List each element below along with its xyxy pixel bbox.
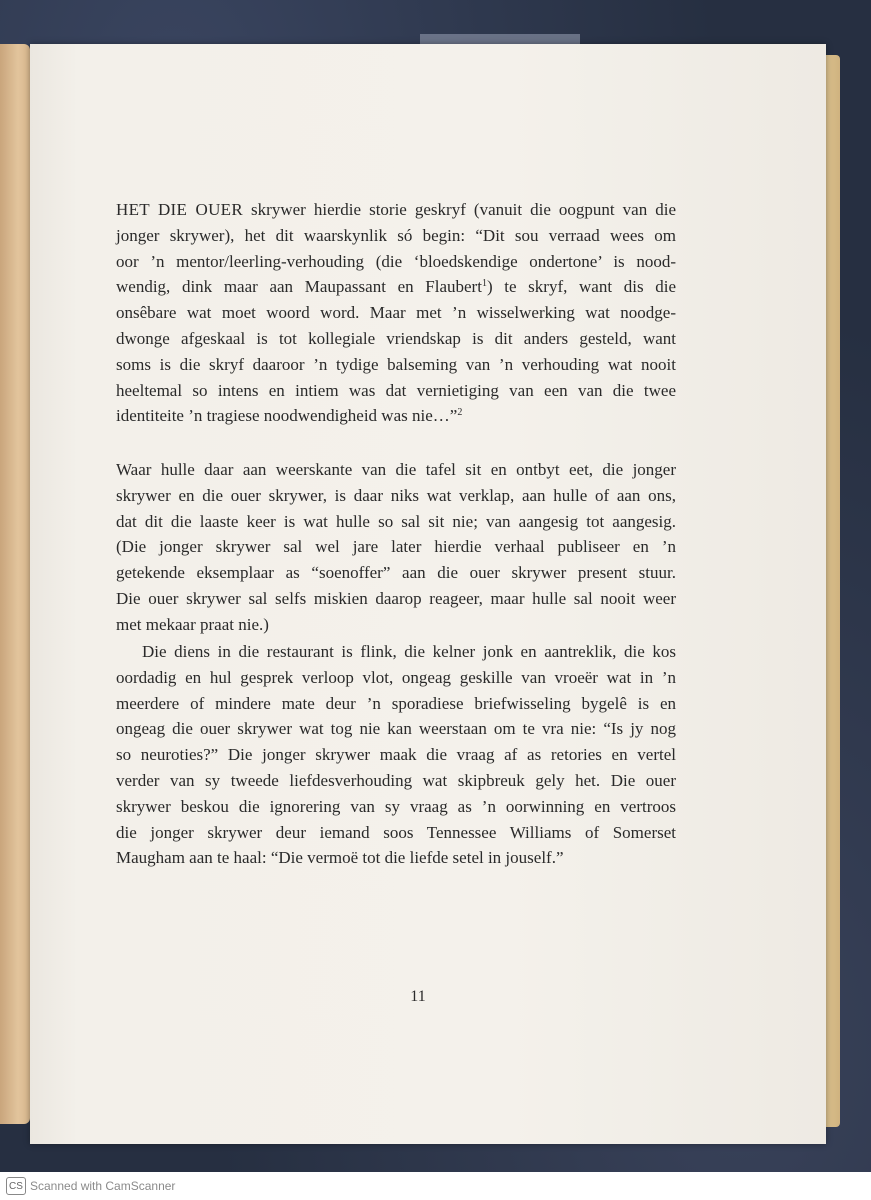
text-line: dat dit die laaste keer is wat hulle so sal sit nie; van aangesig tot aangesig.: [116, 511, 676, 531]
footnote-marker: 1: [481, 278, 487, 290]
text-line: dwonge afgeskaal is tot kollegiale vriendskap is dit anders gesteld, want: [116, 328, 676, 348]
footnote-marker: 2: [457, 407, 463, 419]
text-line: meerdere of mindere mate deur ’n sporadiese briefwisseling bygelê is en: [116, 693, 676, 713]
text-line: identiteite ’n tragiese noodwendigheid was nie…”$^2$: [116, 406, 463, 426]
text-line: ongeag die ouer skrywer wat tog nie kan weerstaan om te vra nie: “Is jy nog: [116, 719, 676, 739]
text-line: skrywer beskou die ignorering van sy vraag as ’n oorwinning en vertroos: [116, 796, 676, 816]
text-line: heeltemal so intens en intiem was dat vernietiging van een van die twee: [116, 380, 676, 400]
text-line: verder van sy tweede liefdesverhouding wat skipbreuk gely het. Die ouer: [116, 770, 676, 790]
lead-in: HET DIE OUER: [116, 200, 244, 219]
text-line: die jonger skrywer deur iemand soos Tennessee Williams of Somerset: [116, 822, 676, 842]
paragraph-3: [116, 639, 676, 871]
text-line: wendig, dink maar aan Maupassant en Flaubert$^1$) te skryf, want dis die: [116, 277, 676, 297]
text-line: jonger skrywer), het dit waarskynlik só begin: “Dit sou verraad wees om: [116, 225, 676, 245]
paragraph-1: [116, 197, 676, 429]
text-line: oordadig en hul gesprek verloop vlot, ongeag geskille van vroeër wat in ’n: [116, 667, 676, 687]
text-line: so neuroties?” Die jonger skrywer maak die vraag af as retories en vertel: [116, 745, 676, 765]
text-line: skrywer en die ouer skrywer, is daar niks wat verklap, aan hulle of aan ons,: [116, 485, 676, 505]
text-line: met mekaar praat nie.): [116, 614, 269, 634]
text-line: oor ’n mentor/leerling-verhouding (die ‘bloedskendige ondertone’ is nood-: [116, 251, 676, 271]
book-page: [30, 44, 826, 1144]
text-line: Maugham aan te haal: “Die vermoë tot die liefde setel in jouself.”: [116, 848, 564, 868]
text-line: HET DIE OUER skrywer hierdie storie geskryf (vanuit die oogpunt van die: [116, 200, 677, 219]
camscanner-logo-icon: CS: [6, 1177, 26, 1195]
text-line: Waar hulle daar aan weerskante van die tafel sit en ontbyt eet, die jonger: [116, 460, 676, 479]
text-line: (Die jonger skrywer sal wel jare later hierdie verhaal publiseer en ’n: [116, 537, 676, 557]
text-line: Die diens in die restaurant is flink, die kelner jonk en aantreklik, die kos: [142, 642, 676, 661]
facing-page-edge: [0, 44, 30, 1124]
text-line: soms is die skryf daaroor ’n tydige balseming van ’n verhouding wat nooit: [116, 354, 676, 374]
text-line: getekende eksemplaar as “soenoffer” aan die ouer skrywer present stuur.: [116, 563, 676, 583]
text-line: Die ouer skrywer sal selfs miskien daarop reageer, maar hulle sal nooit weer: [116, 588, 676, 608]
paragraph-2: [116, 457, 676, 638]
scanner-footer: [0, 1172, 871, 1200]
page-number: 11: [410, 988, 426, 1005]
scanner-watermark-text: Scanned with CamScanner: [30, 1179, 176, 1193]
text-line: onsêbare wat moet woord word. Maar met ’n wisselwerking wat noodge-: [116, 303, 676, 323]
